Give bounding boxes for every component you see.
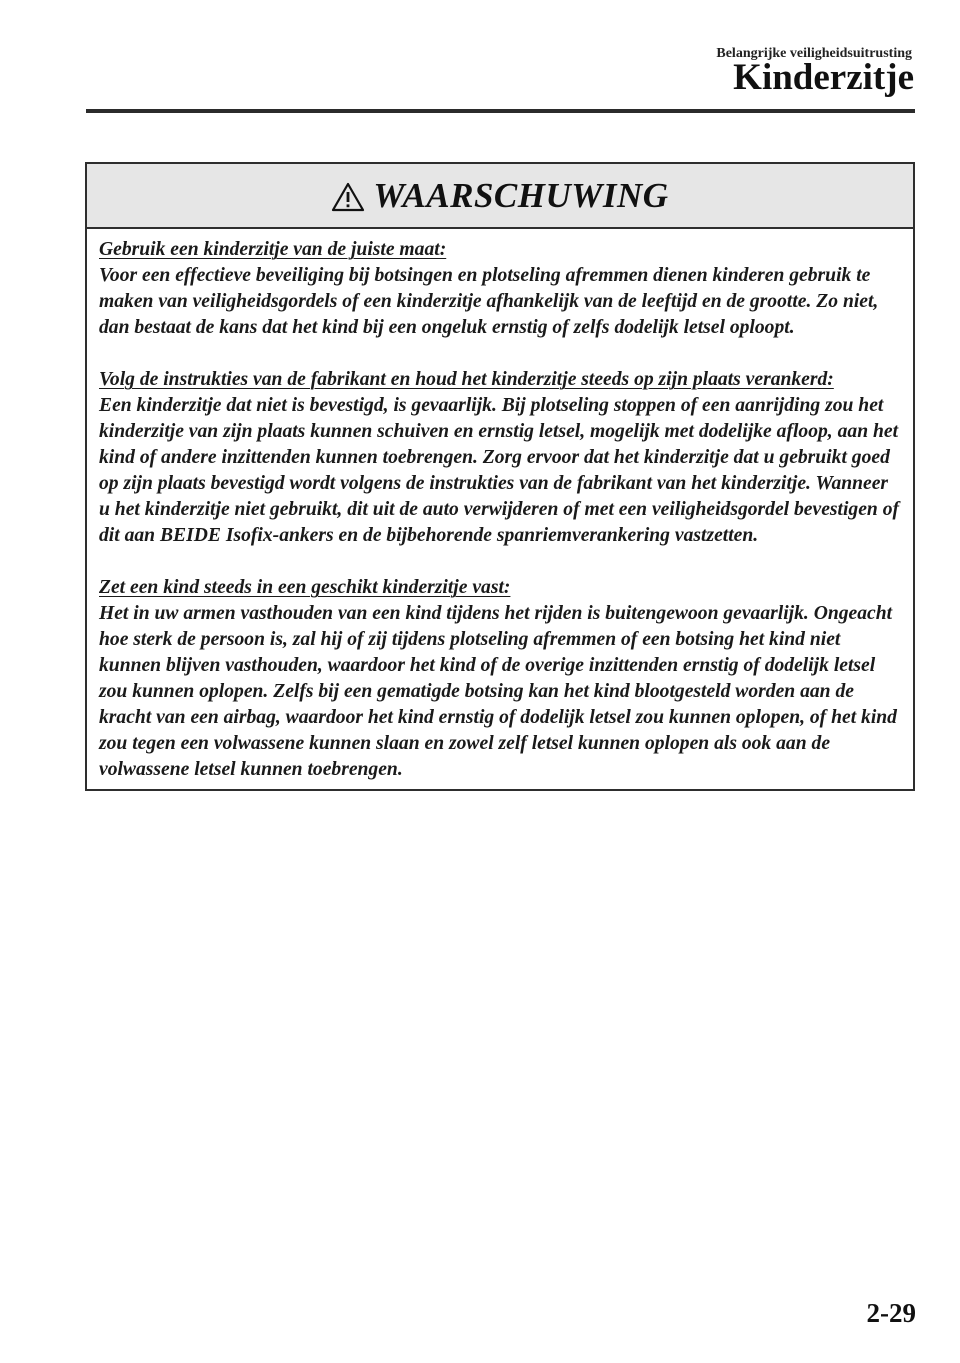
warning-paragraph-seat-size [99,237,901,341]
page-title: Kinderzitje [733,57,914,98]
warning-box [85,162,915,791]
page-number: 2-29 [866,1298,916,1328]
paragraph-text: Een kinderzitje dat niet is bevestigd, is gevaarlijk. Bij plotseling stoppen of een aanrijding zou het kinderzitje van zijn plaats kunnen schuiven en ernstig letsel, mogelijk met dodelijke afloop, aan het kind of andere inzittenden kunnen toebrengen. Zorg ervoor dat het kinderzitje dat u gebruikt goed op zijn plaats bevestigd wordt volgens de instrukties van de fabrikant van het kinderzitje. Wanneer u het kinderzitje niet gebruikt, dit uit de auto verwijderen of met een veiligheidsgordel bevestigen of dit aan BEIDE Isofix-ankers en de bijbehorende spanriemverankering vastzetten. [99,395,900,546]
section-label: Belangrijke veiligheidsuitrusting [716,46,912,61]
paragraph-heading: Zet een kind steeds in een geschikt kinderzitje vast: [99,577,511,598]
paragraph-heading: Gebruik een kinderzitje van de juiste maat: [99,239,447,260]
paragraph-text: Het in uw armen vasthouden van een kind tijdens het rijden is buitengewoon gevaarlijk. Ongeacht hoe sterk de persoon is, zal hij of zij tijdens plotseling afremmen of een botsing het kind niet kunnen blijven vasthouden, waardoor het kind of de overige inzittenden ernstig of dodelijk letsel zou kunnen oplopen. Zelfs bij een gematigde botsing kan het kind blootgesteld worden aan de kracht van een airbag, waardoor het kind ernstig of dodelijk letsel zou kunnen oplopen, of het kind zou tegen een volwassene kunnen slaan en zowel zelf letsel kunnen oplopen als ook aan de volwassene letsel kunnen toebrengen. [99,603,897,780]
warning-triangle-icon [331,182,365,212]
watermark: carmanualsonline.info [713,1334,918,1357]
warning-paragraph-secure-child [99,575,901,783]
warning-header [87,164,913,229]
warning-body [87,229,913,789]
warning-title: WAARSCHUWING [373,175,669,215]
paragraph-heading: Volg de instrukties van de fabrikant en houd het kinderzitje steeds op zijn plaats verankerd: [99,369,834,390]
paragraph-text: Voor een effectieve beveiliging bij botsingen en plotseling afremmen dienen kinderen gebruik te maken van veiligheidsgordels of een kinderzitje afhankelijk van de leeftijd en de grootte. Zo niet, dan bestaat de kans dat het kind bij een ongeluk ernstig of zelfs dodelijk letsel oploopt. [99,265,879,338]
warning-paragraph-anchoring [99,367,901,549]
header-divider [86,109,915,113]
